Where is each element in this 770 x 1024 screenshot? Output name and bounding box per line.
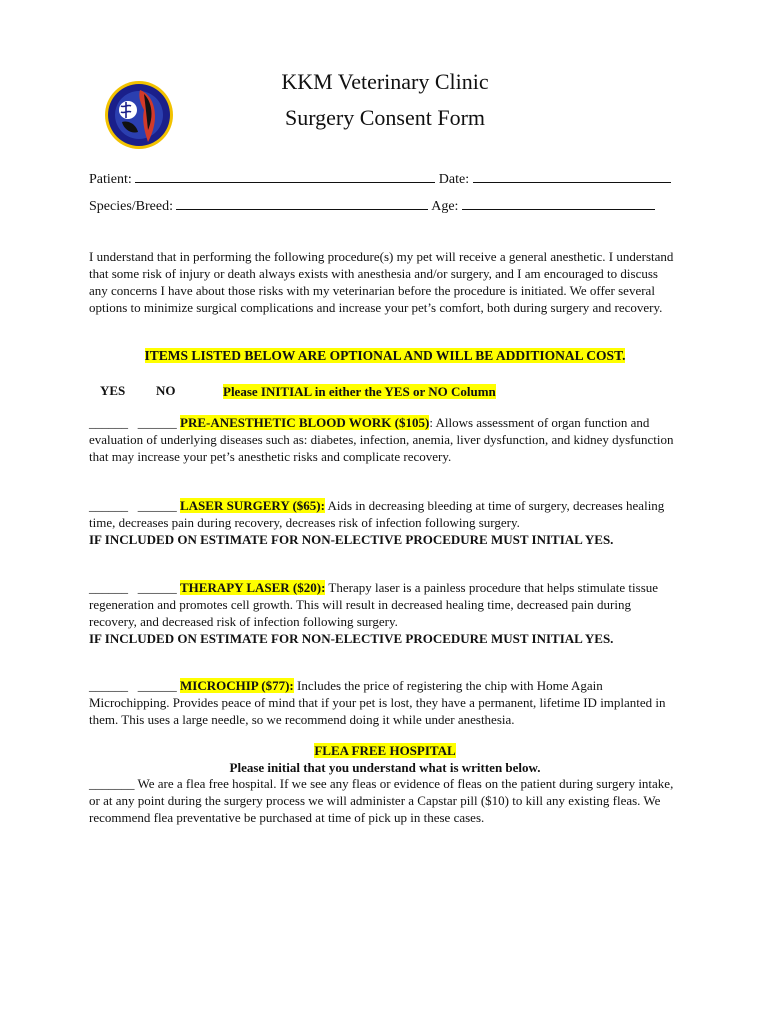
clinic-name: KKM Veterinary Clinic [281,69,489,94]
date-label: Date: [438,172,470,187]
flea-heading: FLEA FREE HOSPITAL [314,743,456,758]
optional-heading: ITEMS LISTED BELOW ARE OPTIONAL AND WILL BE ADDITIONAL COST. [144,348,626,363]
item-microchip [89,677,679,728]
form-title: Surgery Consent Form [284,105,486,130]
yes-column-header: YES [100,383,126,398]
intro-paragraph: I understand that in performing the following procedure(s) my pet will receive a general anesthetic. I understand that some risk of injury or death always exists with anesthesia and/or surgery, and I am encouraged to discuss any concerns I have about those risks with my veterinarian before the procedure is initiated. We offer several options to minimize surgical complications and increase your pet’s comfort, both during surgery and recovery. [89,249,674,315]
yes-initial-blank[interactable]: ______ [89,678,128,693]
species-age-row [89,197,689,216]
flea-initial-blank[interactable]: _______ [89,776,135,791]
no-initial-blank[interactable]: ______ [137,678,177,693]
date-field[interactable] [473,170,671,183]
item-description: Includes the price of registering the chip with Home Again Microchipping. Provides peace of mind that if your pet is lost, they have a permanent, lifetime ID implanted in them. This uses a large needle, so we recommend doing it while under anesthesia. [89,678,666,727]
flea-paragraph [89,775,679,826]
initial-instruction: Please INITIAL in either the YES or NO Column [223,384,496,399]
optional-heading-wrap [0,347,770,365]
no-column-header: NO [156,383,176,398]
age-field[interactable] [462,197,655,210]
item-title: PRE-ANESTHETIC BLOOD WORK ($105) [180,415,430,430]
item-note: IF INCLUDED ON ESTIMATE FOR NON-ELECTIVE PROCEDURE MUST INITIAL YES. [89,532,614,547]
item-title: MICROCHIP ($77): [180,678,294,693]
no-initial-blank[interactable]: ______ [137,580,177,595]
item-note: IF INCLUDED ON ESTIMATE FOR NON-ELECTIVE PROCEDURE MUST INITIAL YES. [89,631,614,646]
item-description: Aids in decreasing bleeding at time of surgery, decreases healing time, decreases pain during recovery, decreases risk of infection following surgery. [89,498,665,530]
yes-initial-blank[interactable]: ______ [89,498,128,513]
no-initial-blank[interactable]: ______ [137,498,177,513]
species-label: Species/Breed: [89,199,173,214]
species-field[interactable] [176,197,428,210]
age-label: Age: [431,199,459,214]
item-description: Allows assessment of organ function and evaluation of underlying diseases such as: diabetes, infection, anemia, liver dysfunction, and kidney dysfunction that may increase your pet’s anesthetic risks and complicate recovery. [89,415,674,464]
flea-instruction: Please initial that you understand what is written below. [229,760,541,775]
item-laser-surgery [89,497,679,548]
item-therapy-laser [89,579,679,647]
item-blood-work: ______ ______ PRE-ANESTHETIC BLOOD WORK ($105): Allows assessment of organ function and evaluation of underlying diseases such as: diabetes, infection, anemia, liver dysfunction, and kidney dysfunction that may increase your pet’s anesthetic risks and complicate recovery. [89,415,674,464]
flea-heading-wrap [0,742,770,759]
patient-label: Patient: [89,172,132,187]
flea-text: We are a flea free hospital. If we see any fleas or evidence of fleas on the patient during surgery intake, or at any point during the surgery process we will administer a Capstar pill ($10) to kill any existing fleas. We recommend flea preventative be purchased at time of pick up in these cases. [89,776,674,825]
no-initial-blank[interactable]: ______ [137,415,177,430]
item-title: LASER SURGERY ($65): [180,498,325,513]
initial-instruction-wrap [223,383,496,400]
patient-date-row [89,170,689,189]
yes-initial-blank[interactable]: ______ [89,580,128,595]
item-title: THERAPY LASER ($20): [180,580,326,595]
item-description: Therapy laser is a painless procedure that helps stimulate tissue regeneration and promotes cell growth. This will result in decreased healing time, decreased pain during recovery, and decreased risk of infection following surgery. [89,580,659,629]
yes-initial-blank[interactable]: ______ [89,415,128,430]
patient-field[interactable] [135,170,435,183]
